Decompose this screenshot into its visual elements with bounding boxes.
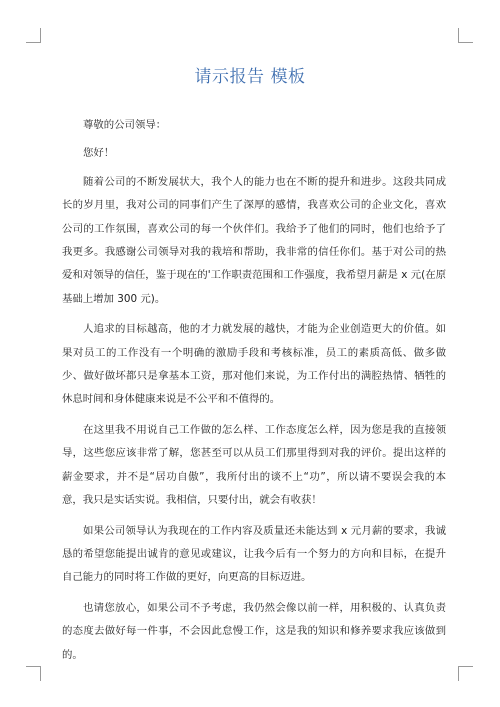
salutation: 尊敬的公司领导： <box>83 119 167 131</box>
paragraph-4: 如果公司领导认为我现在的工作内容及质量还未能达到 x 元月薪的要求，我诚恳的希望您能提出诚肯的意见或建议，让我今后有一个努力的方向和目标，在提升自己能力的同时将工作做的更好，向更高的目标迈进。 <box>62 524 446 584</box>
document-body <box>62 114 446 674</box>
crop-mark-top-left <box>26 28 41 43</box>
paragraph-2: 人追求的目标越高，他的才力就发展的越快，才能为企业创造更大的价值。如果对员工的工作没有一个明确的激励手段和考核标准，员工的素质高低、做多做少、做好做坏都只是拿基本工资，那对他们来说，为工作付出的满腔热情、牺牲的休息时间和身体健康来说是不公平和不值得的。 <box>62 323 446 406</box>
crop-mark-top-right <box>458 28 473 43</box>
paragraph-3: 在这里我不用说自己工作做的怎么样、工作态度怎么样，因为您是我的直接领导，这些您应该非常了解，您甚至可以从员工们那里得到对我的评价。提出这样的薪金要求，并不是“居功自傲”，我所付出的谈不上“功”，所以请不要误会我的本意，我只是实话实说。我相信，只要付出，就会有收获！ <box>62 423 446 507</box>
crop-mark-bottom-left <box>26 666 41 681</box>
paragraph-5: 也请您放心，如果公司不予考虑，我仍然会像以前一样，用积极的、认真负责的态度去做好每一件事，不会因此怠慢工作，这是我的知识和修养要求我应该做到的。 <box>62 601 446 661</box>
greeting: 您好！ <box>83 147 115 160</box>
document-title: 请示报告 模板 <box>194 67 306 87</box>
paragraph-1: 随着公司的不断发展状大，我个人的能力也在不断的提升和进步。这段共同成长的岁月里，我对公司的同事们产生了深厚的感情，我喜欢公司的企业文化，喜欢公司的工作氛围，喜欢公司的每一个伙伴们。我给予了他们的同时，他们也给予了我更多。我感谢公司领导对我的栽培和帮助，我非常的信任你们。基于对公司的热爱和对领导的信任，鉴于现在的'工作职责范围和工作强度，我希望月薪是 x 元(在原基础上增加 300 元)。 <box>62 175 446 305</box>
crop-mark-bottom-right <box>458 666 473 681</box>
